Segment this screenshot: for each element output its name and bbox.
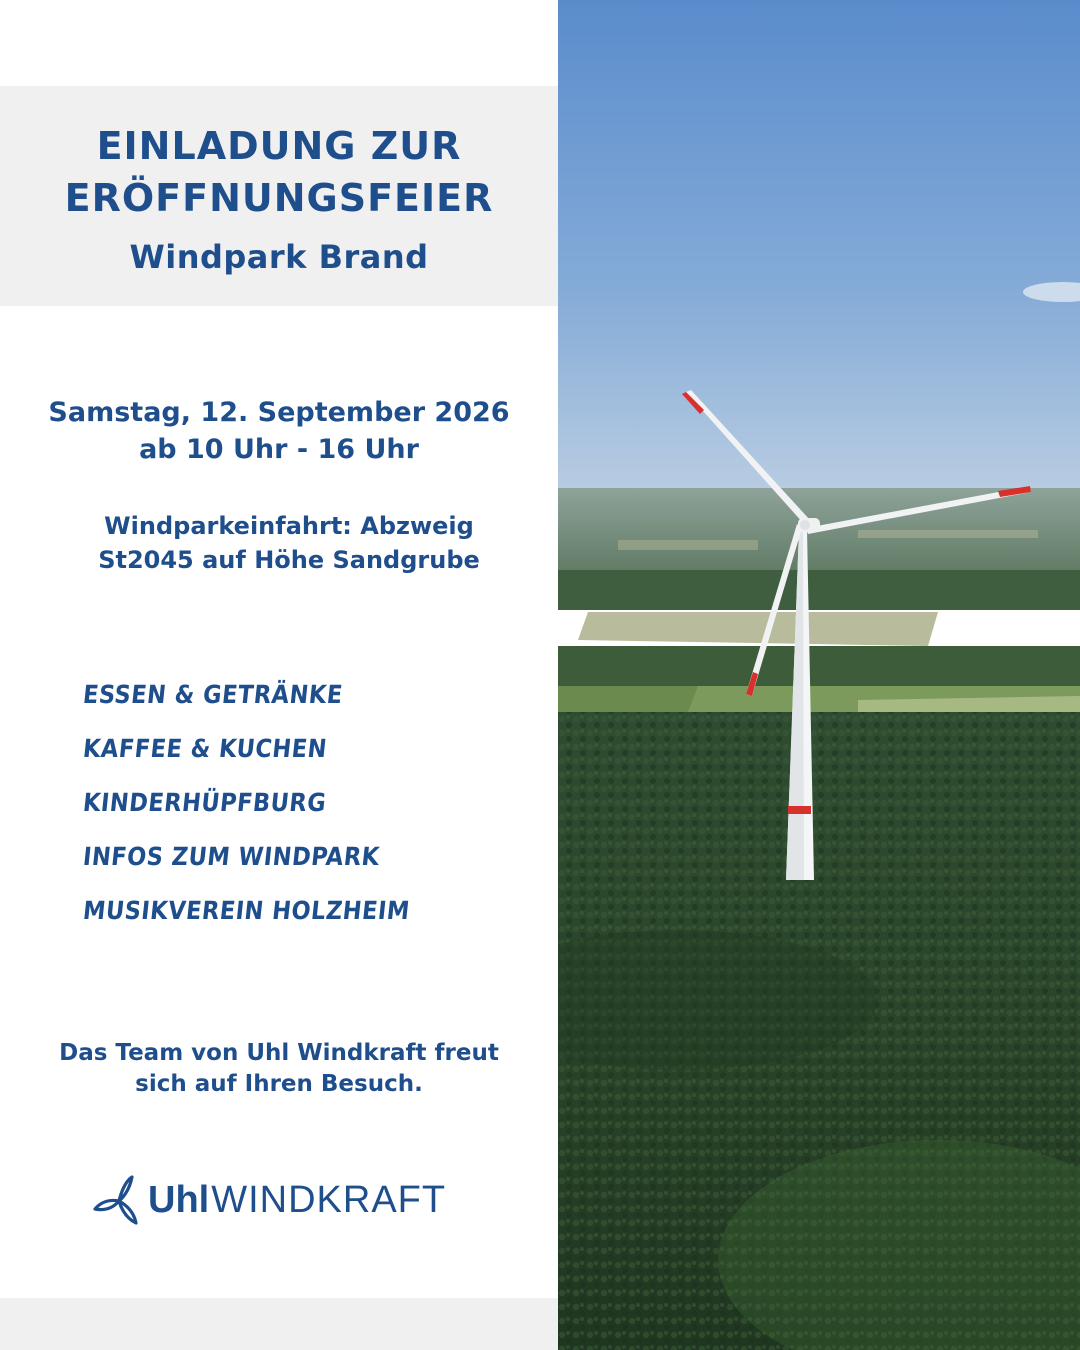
logo-brand-light: WINDKRAFT: [211, 1178, 447, 1221]
list-item: INFOS ZUM WINDPARK: [81, 842, 382, 871]
event-date: Samstag, 12. September 2026: [48, 397, 510, 428]
closing-line-2: sich auf Ihren Besuch.: [135, 1071, 423, 1097]
title-line-1: EINLADUNG ZUR: [96, 124, 462, 168]
rotor-logo-icon: [92, 1173, 146, 1227]
subtitle: Windpark Brand: [129, 238, 429, 276]
list-item: KAFFEE & KUCHEN: [81, 734, 329, 763]
program-list: [81, 678, 412, 948]
list-item: ESSEN & GETRÄNKE: [81, 680, 345, 709]
uhl-windkraft-logo: [92, 1170, 446, 1230]
list-item: KINDERHÜPFBURG: [81, 788, 328, 817]
entrance-line-2: St2045 auf Höhe Sandgrube: [98, 546, 480, 574]
entrance-line-1: Windparkeinfahrt: Abzweig: [104, 512, 474, 540]
event-time: ab 10 Uhr - 16 Uhr: [139, 434, 419, 465]
list-item: MUSIKVEREIN HOLZHEIM: [81, 896, 412, 925]
closing-line-1: Das Team von Uhl Windkraft freut: [59, 1040, 499, 1066]
logo-brand-bold: Uhl: [148, 1178, 210, 1221]
bottom-band: [0, 1298, 558, 1350]
wind-turbine-photo: [558, 0, 1080, 1350]
title-line-2: ERÖFFNUNGSFEIER: [64, 176, 494, 220]
